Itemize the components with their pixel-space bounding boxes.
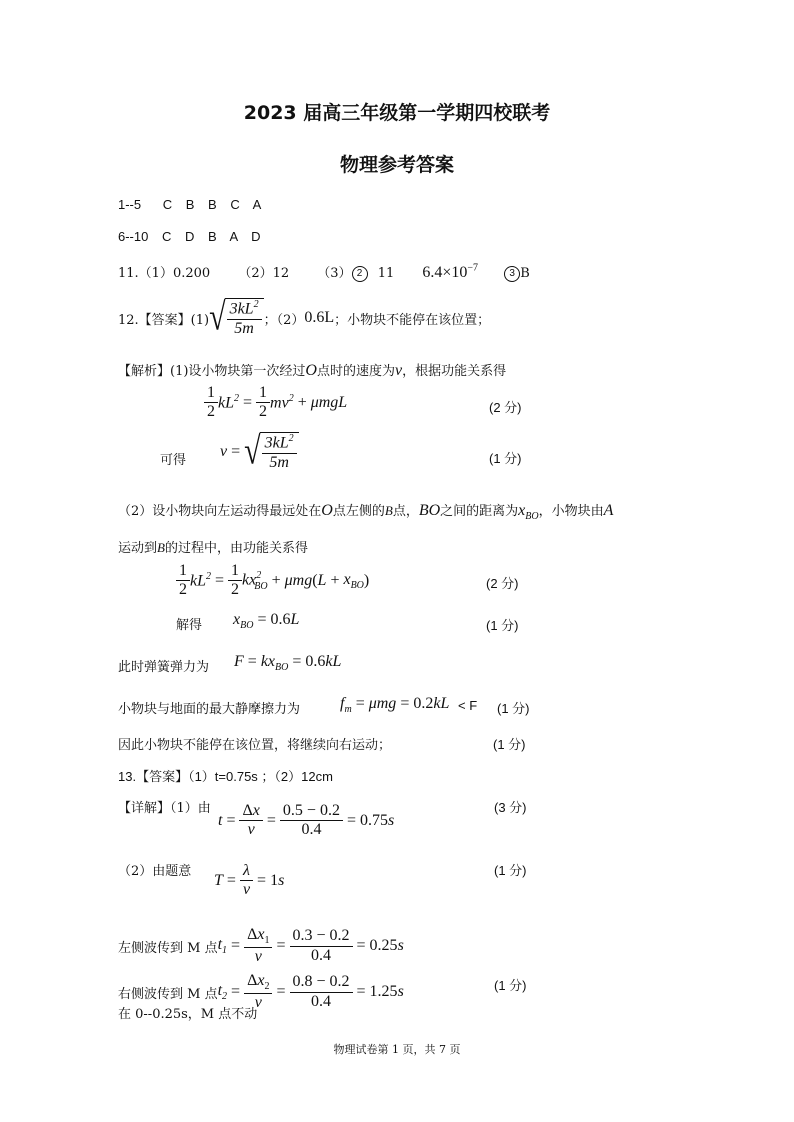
friction-less-than: < F [458, 698, 478, 713]
p2-o: O [321, 502, 333, 519]
q13-score-1: (3 分) [494, 800, 527, 815]
q11-value-3-exp: −7 [467, 262, 479, 274]
circled-3: 3 [504, 266, 520, 282]
equation-friction: $f_m = \mu mg = 0.2kL$ [340, 695, 450, 716]
p2-B: B [384, 503, 393, 518]
q12-analysis-o: O [305, 362, 317, 379]
p2-d: 之间的距离为 [440, 504, 519, 519]
mc-row-2 [118, 229, 261, 244]
circled-2: 2 [352, 266, 368, 282]
q11-value-2: 11 [377, 266, 395, 281]
p2-A: A [603, 502, 614, 519]
p2-b: 点左侧的 [332, 504, 385, 519]
jiede-label: 解得 [176, 618, 203, 633]
q13-score-3: (1 分) [494, 978, 527, 993]
q11-value-4: B [520, 266, 530, 281]
equation-energy-2: $\frac{1}{2}$ $kL^2$ = $\frac{1}{2}$ $kx^2_{BO}$ + μmg ( L + $x_{BO}$ ) [176, 562, 369, 600]
q12-sep: ；（2） [263, 312, 305, 328]
score-4: (1 分) [486, 618, 519, 633]
p2-BO: BO [418, 502, 441, 519]
score-2: (1 分) [489, 451, 522, 466]
right-wave-label: 右侧波传到 M 点 [118, 986, 218, 1002]
p2-line2a: 运动到 [118, 541, 158, 556]
q12-answer [118, 295, 491, 339]
q11-part2: （2）12 [238, 266, 290, 281]
q13-last-line: 在 0--0.25s，M 点不动 [118, 1007, 258, 1022]
mc-row-2-label: 6--10 [118, 229, 149, 244]
equation-force: $F = kx_{BO} = 0.6kL$ [234, 653, 342, 674]
keyi-label: 可得 [160, 453, 187, 468]
score-6: (1 分) [493, 737, 526, 752]
left-wave-label: 左侧波传到 M 点 [118, 940, 218, 956]
force-label: 此时弹簧弹力为 [118, 660, 210, 675]
score-3: (2 分) [486, 576, 519, 591]
q13-detail-label: 【详解】（1）由 [118, 801, 211, 816]
equation-t2: $t_2$ = $\frac{\Delta x_2}{v}$ = $\frac{0.8 - 0.2}{0.4}$ = 1.25 s [217, 972, 404, 1011]
q12-answer-1-formula: √ $\frac{3kL^2}{5m}$ [209, 298, 263, 338]
equation-xbo: $x_{BO} = 0.6L$ [233, 611, 300, 632]
score-5: (1 分) [497, 701, 530, 716]
q11-value-3 [422, 264, 478, 281]
q11-answer [118, 262, 530, 282]
x-bo-symbol: $x_{BO}$ [518, 502, 539, 523]
q13-part2-label: （2）由题意 [118, 864, 192, 879]
mc-row-1-label: 1--5 [118, 197, 142, 212]
p2-a: （2）设小物块向左运动得最远处在 [118, 504, 322, 519]
q13-answer: 13.【答案】（1）t=0.75s ；（2）12cm [118, 769, 333, 784]
mc-row-1 [118, 197, 261, 212]
document-title: 2023 届高三年级第一学期四校联考 [243, 102, 551, 124]
q12-answer-2: 0.6L [304, 309, 335, 327]
equation-energy-1: $\frac{1}{2}$ $kL^2$ = $\frac{1}{2}$ $mv^2$ + μmgL [204, 384, 347, 422]
mc-row-2-answers: C D B A D [161, 229, 261, 244]
sqrt-icon: √ [244, 429, 261, 473]
p2-line2b: 的过程中，由功能关系得 [164, 541, 308, 556]
left-wave-line [118, 926, 404, 966]
q12-part2-line1 [118, 500, 613, 522]
equation-velocity: v = √ $\frac{3kL^2}{5m}$ [220, 432, 299, 472]
q12-head: 12.【答案】(1) [118, 312, 210, 328]
q12-tail: ；小物块不能停在该位置； [334, 312, 491, 328]
document-subtitle: 物理参考答案 [339, 154, 454, 176]
friction-label: 小物块与地面的最大静摩擦力为 [118, 702, 301, 717]
q12-analysis-mid: 点时的速度为 [316, 364, 395, 379]
q12-analysis-intro [118, 360, 506, 380]
q11-part3: （3） [317, 266, 352, 281]
q12-part2-line2 [118, 537, 308, 556]
q11-value-3-base: 6.4×10 [422, 264, 468, 281]
equation-period: T = $\frac{\lambda}{v}$ = 1 s [214, 862, 285, 899]
sqrt-icon: √ [209, 295, 226, 339]
equation-time: t = $\frac{\Delta x}{v}$ = $\frac{0.5 - 0.2}{0.4}$ = 0.75 s [218, 802, 395, 839]
mc-row-1-answers: C B B C A [162, 197, 262, 212]
score-1: (2 分) [489, 400, 522, 415]
q11-part1: 11.（1）0.200 [118, 266, 211, 281]
p2-line2B: B [157, 540, 165, 555]
conclusion-text: 因此小物块不能停在该位置，将继续向右运动； [118, 738, 392, 753]
page-footer: 物理试卷第 1 页，共 7 页 [333, 1043, 461, 1056]
p2-e: ，小物块由 [538, 504, 604, 519]
q12-analysis-tail: ，根据功能关系得 [402, 364, 507, 379]
q12-analysis-v: v [395, 362, 403, 379]
q12-analysis-head: 【解析】(1)设小物块第一次经过 [118, 364, 306, 379]
p2-c: 点， [392, 504, 419, 519]
equation-t1: $t_1$ = $\frac{\Delta x_1}{v}$ = $\frac{0.3 - 0.2}{0.4}$ = 0.25 s [217, 926, 404, 965]
q13-score-2: (1 分) [494, 863, 527, 878]
